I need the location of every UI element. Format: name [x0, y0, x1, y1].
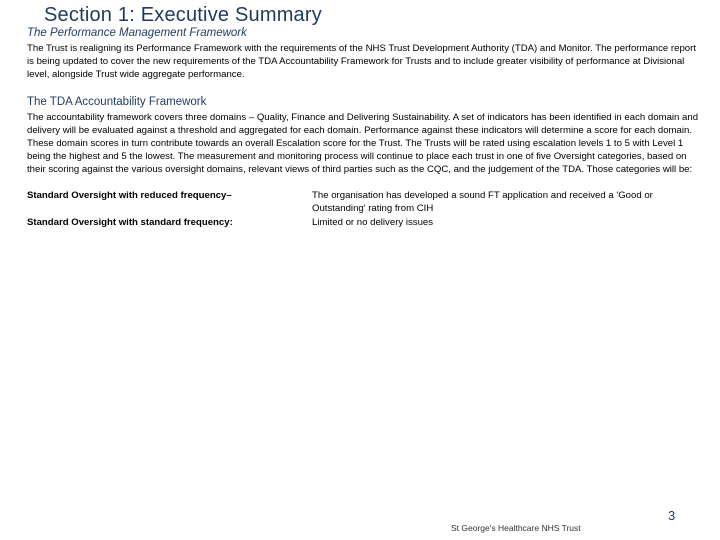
tda-heading: The TDA Accountability Framework: [27, 96, 207, 108]
category-value: The organisation has developed a sound FT application and received a 'Good or Outstanding' rating from CIH: [312, 190, 653, 214]
category-label: Standard Oversight with reduced frequency–: [27, 190, 232, 201]
category-value: Limited or no delivery issues: [312, 217, 434, 228]
tda-paragraph: The accountability framework covers three domains – Quality, Finance and Delivering Sustainability. A set of indicators has been identified in each domain and delivery will be evaluated against a threshold and aggregated for each domain. Performance against these indicators will determine a score for each domain. These domain scores in turn contribute towards an overall Escalation score for the Trust. The Trusts will be rated using escalation levels 1 to 5 with Level 1 being the highest and 5 the lowest. The measurement and monitoring process will continue to place each trust in one of five Oversight categories, based on their scoring against the various oversight domains, relevant views of third parties such as the CQC, and the judgement of the TDA. Those categories will be:: [27, 112, 699, 175]
footer-text: St George's Healthcare NHS Trust: [451, 523, 581, 533]
intro-paragraph: The Trust is realigning its Performance Framework with the requirements of the NHS Trust Development Authority (TDA) and Monitor. The performance report is being updated to cover the new requirements of the TDA Accountability Framework for Trusts and to include greater visibility of performance at Divisional level, alongside Trust wide aggregate performance.: [27, 43, 696, 80]
section-subtitle: The Performance Management Framework: [27, 27, 247, 39]
page-title: Section 1: Executive Summary: [44, 4, 322, 26]
category-label: Standard Oversight with standard frequency:: [27, 217, 233, 228]
page-number: 3: [668, 508, 676, 523]
